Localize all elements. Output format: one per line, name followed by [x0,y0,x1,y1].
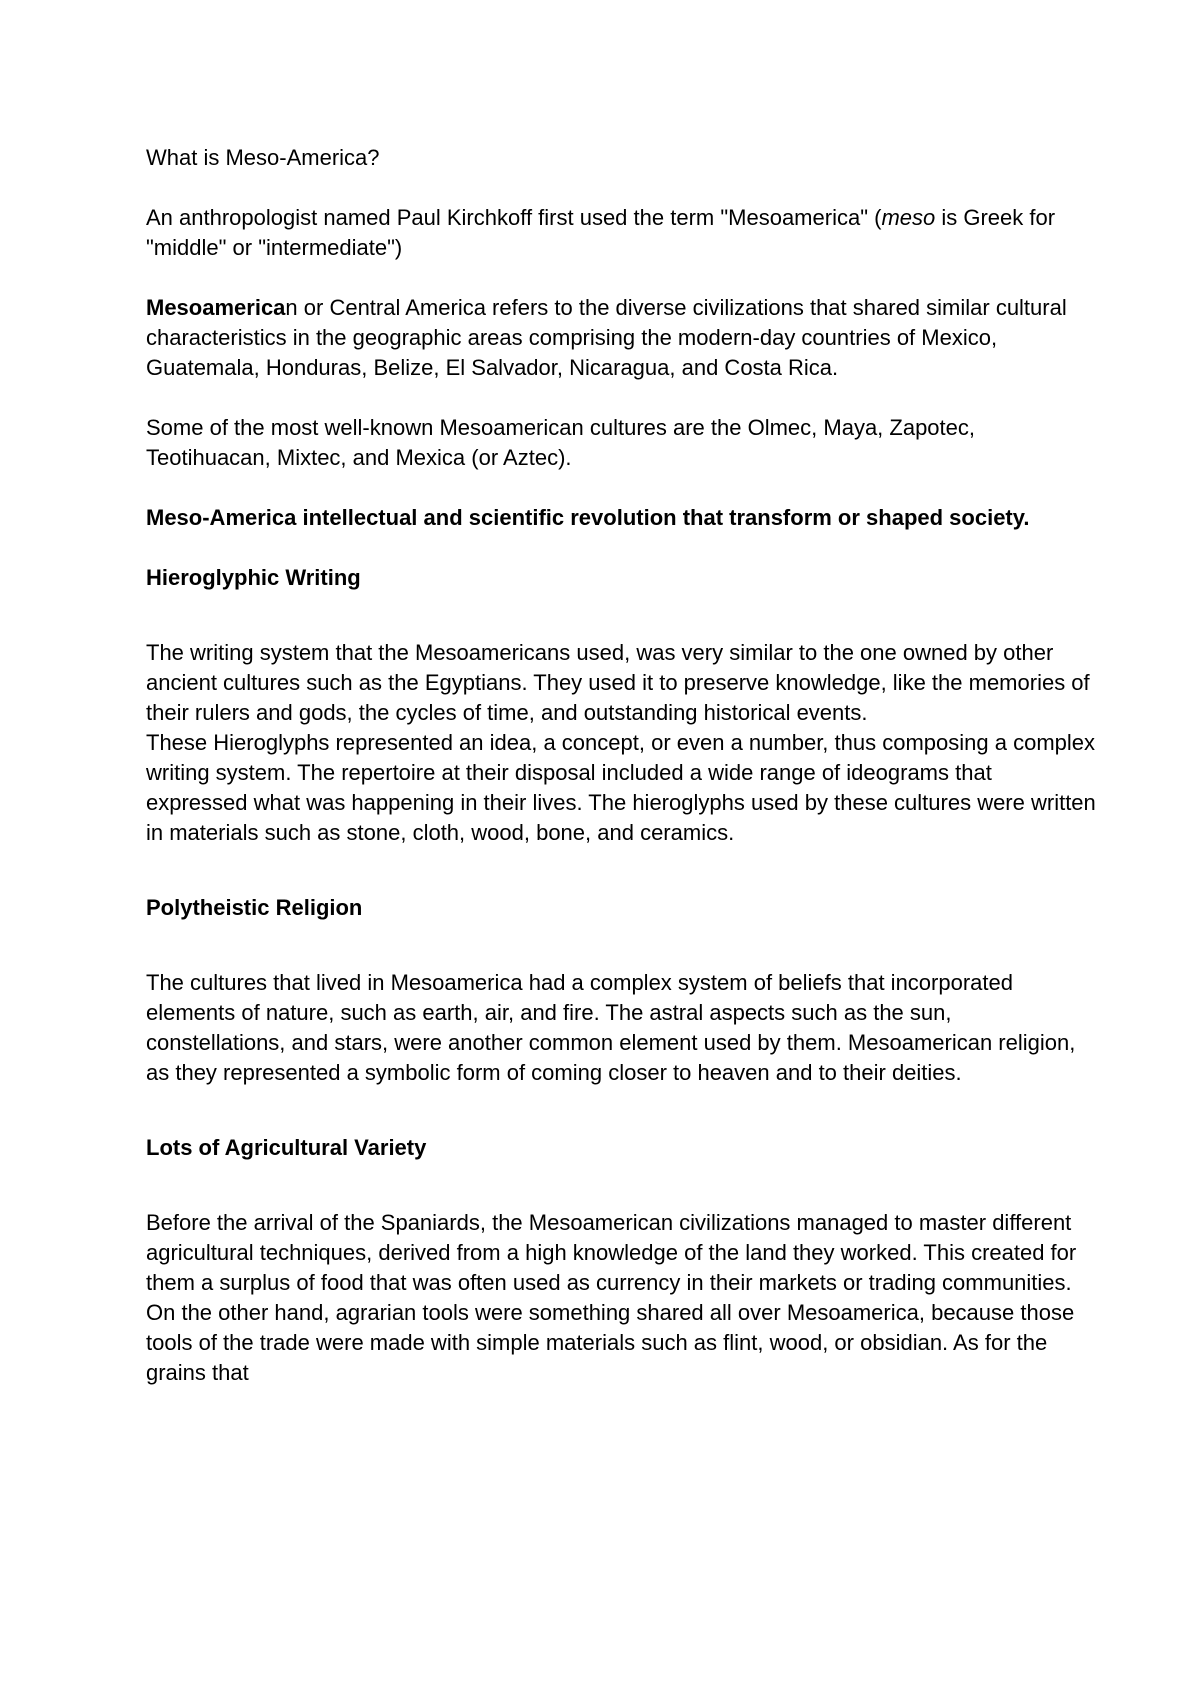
agriculture-paragraph-1: Before the arrival of the Spaniards, the Mesoamerican civilizations managed to master different agricultural techniques, derived from a high knowledge of the land they worked. This created for them a surplus of food that was often used as currency in their markets or trading communities. On the other hand, agrarian tools were something shared all over Mesoamerica, because those tools of the trade were made with simple materials such as flint, wood, or obsidian. As for the grains that [146,1210,1077,1385]
intro-text-after: is Greek for "middle" or "intermediate") [146,205,1056,260]
heading-agricultural-variety: Lots of Agricultural Variety [146,1135,427,1160]
document-page [146,143,1096,1388]
section-heading: Meso-America intellectual and scientific revolution that transform or shaped society. [146,505,1030,530]
cultures-paragraph: Some of the most well-known Mesoamerican cultures are the Olmec, Maya, Zapotec, Teotihuacan, Mixtec, and Mexica (or Aztec). [146,415,976,470]
definition-bold-term: Mesoamerica [146,295,286,320]
definition-text: n or Central America refers to the diverse civilizations that shared similar cultural characteristics in the geographic areas comprising the modern-day countries of Mexico, Guatemala, Honduras, Belize, El Salvador, Nicaragua, and Costa Rica. [146,295,1067,380]
religion-paragraph-1: The cultures that lived in Mesoamerica had a complex system of beliefs that incorporated elements of nature, such as earth, air, and fire. The astral aspects such as the sun, constellations, and stars, were another common element used by them. Mesoamerican religion, as they represented a symbolic form of coming closer to heaven and to their deities. [146,970,1076,1085]
intro-italic-term: meso [881,205,936,230]
intro-text-before: An anthropologist named Paul Kirchkoff first used the term "Mesoamerica" ( [146,205,882,230]
heading-polytheistic-religion: Polytheistic Religion [146,895,363,920]
intro-paragraph [146,203,1096,263]
definition-paragraph [146,293,1096,383]
hieroglyphic-paragraph-1: The writing system that the Mesoamericans used, was very similar to the one owned by other ancient cultures such as the Egyptians. They used it to preserve knowledge, like the memories of their rulers and gods, the cycles of time, and outstanding historical events. [146,640,1090,725]
document-title: What is Meso-America? [146,145,380,170]
hieroglyphic-paragraph-2: These Hieroglyphs represented an idea, a concept, or even a number, thus composing a complex writing system. The repertoire at their disposal included a wide range of ideograms that expressed what was happening in their lives. The hieroglyphs used by these cultures were written in materials such as stone, cloth, wood, bone, and ceramics. [146,730,1096,845]
heading-hieroglyphic-writing: Hieroglyphic Writing [146,565,361,590]
